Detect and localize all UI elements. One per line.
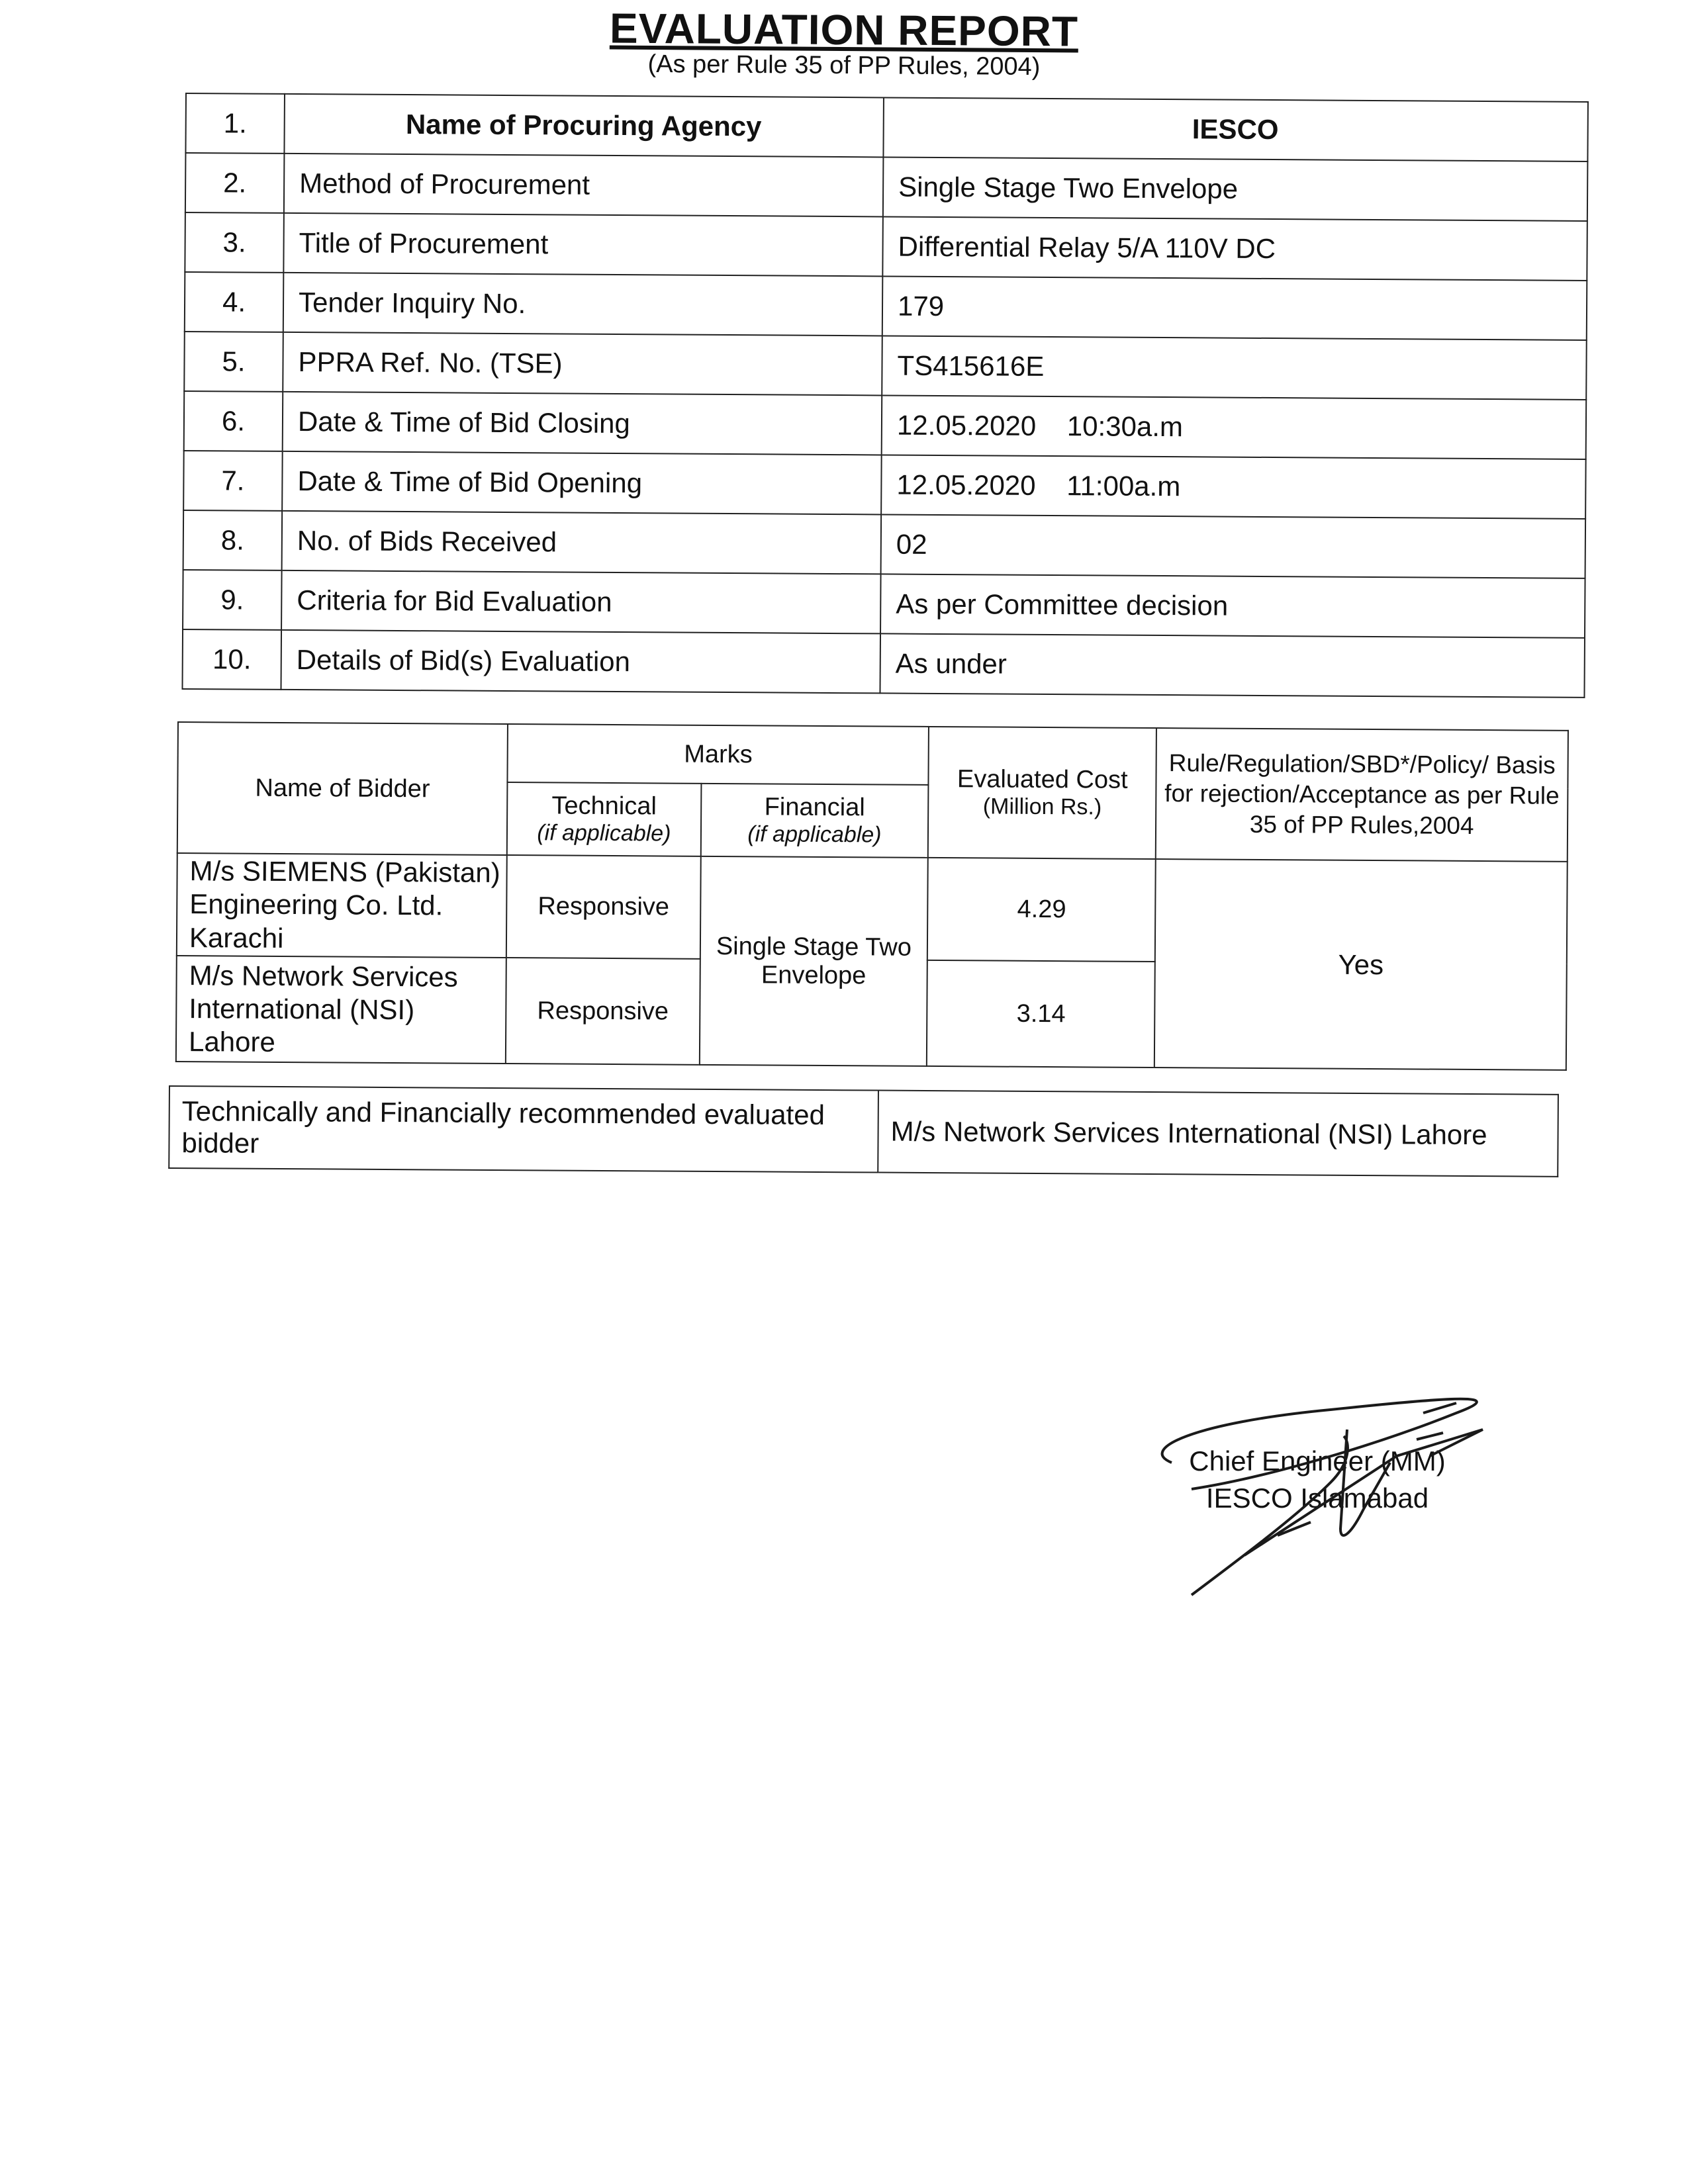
row-label: Criteria for Bid Evaluation [281, 570, 881, 634]
table-row [185, 212, 1587, 281]
row-label: Method of Procurement [284, 154, 884, 217]
signature-stroke [1417, 1433, 1443, 1439]
table-row [177, 853, 1568, 964]
procurement-details-table [181, 93, 1588, 698]
financial-column-header [700, 784, 928, 858]
row-value: As per Committee decision [880, 574, 1585, 637]
table-row [183, 451, 1586, 519]
signature-stroke [1244, 1430, 1483, 1555]
row-number: 7. [183, 451, 283, 511]
financial-status: Single Stage Two Envelope [699, 856, 928, 1066]
technical-column-header [507, 782, 701, 856]
row-value: Differential Relay 5/A 110V DC [882, 216, 1587, 280]
financial-header-note: (if applicable) [747, 821, 882, 848]
marks-column-header: Marks [508, 724, 929, 785]
row-value: 02 [881, 514, 1586, 578]
row-number: 5. [184, 332, 283, 392]
technical-status: Responsive [506, 855, 700, 959]
row-label: Date & Time of Bid Opening [282, 451, 882, 515]
row-number: 6. [184, 391, 283, 451]
signature-stroke [1423, 1403, 1456, 1413]
signatory-title: Chief Engineer (MM) [1189, 1445, 1446, 1477]
row-value: 12.05.2020 10:30a.m [882, 395, 1587, 459]
row-value: 12.05.2020 11:00a.m [881, 455, 1586, 518]
technical-header-label: Technical [551, 792, 657, 821]
rule-basis: Yes [1154, 859, 1568, 1070]
row-label: Title of Procurement [283, 213, 883, 277]
evaluated-cost: 4.29 [927, 858, 1156, 962]
row-value: As under [880, 633, 1585, 697]
row-value: 179 [882, 276, 1587, 340]
row-value: Single Stage Two Envelope [883, 157, 1588, 220]
row-number: 4. [185, 272, 284, 332]
row-value: TS415616E [882, 336, 1587, 399]
cost-header-unit: (Million Rs.) [982, 794, 1102, 820]
table-row [185, 153, 1588, 221]
row-label: Name of Procuring Agency [284, 94, 884, 158]
evaluated-cost: 3.14 [927, 960, 1155, 1068]
recommendation-label: Technically and Financially recommended evaluated bidder [169, 1086, 878, 1173]
row-label: PPRA Ref. No. (TSE) [283, 332, 882, 396]
handwritten-signature [1112, 1377, 1549, 1615]
bidder-column-header: Name of Bidder [177, 722, 508, 855]
signatory-office: IESCO Islamabad [1205, 1482, 1429, 1514]
report-title: EVALUATION REPORT [609, 4, 1079, 56]
bid-evaluation-table [175, 721, 1569, 1071]
cost-column-header [928, 727, 1156, 859]
row-label: Date & Time of Bid Closing [283, 392, 882, 455]
financial-header-label: Financial [764, 793, 865, 822]
row-value: IESCO [883, 97, 1588, 161]
recommended-bidder: M/s Network Services International (NSI) Lahore [878, 1091, 1558, 1177]
table-row [183, 510, 1586, 578]
cost-header-label: Evaluated Cost [957, 765, 1128, 794]
row-label: Details of Bid(s) Evaluation [281, 630, 880, 694]
row-number: 3. [185, 212, 284, 273]
row-label: No. of Bids Received [282, 511, 882, 574]
table-row [169, 1086, 1558, 1177]
table-row [184, 391, 1587, 459]
row-label: Tender Inquiry No. [283, 273, 883, 336]
report-subtitle: (As per Rule 35 of PP Rules, 2004) [647, 50, 1041, 81]
bidder-name: M/s SIEMENS (Pakistan) Engineering Co. Ltd. Karachi [177, 853, 507, 958]
row-number: 8. [183, 510, 283, 570]
table-row [184, 332, 1587, 400]
row-number: 1. [185, 93, 285, 154]
table-row [185, 272, 1587, 340]
row-number: 2. [185, 153, 285, 213]
row-number: 9. [183, 570, 282, 630]
table-header-row [177, 722, 1568, 789]
bidder-name: M/s Network Services International (NSI) Lahore [176, 956, 506, 1064]
technical-header-note: (if applicable) [537, 820, 671, 846]
table-row [185, 93, 1588, 161]
technical-status: Responsive [506, 958, 700, 1065]
table-row [183, 570, 1585, 638]
recommendation-table [168, 1085, 1559, 1177]
rule-column-header: Rule/Regulation/SBD*/Policy/ Basis for rejection/Acceptance as per Rule 35 of PP Rules,2004 [1156, 728, 1568, 862]
signature-stroke [1192, 1436, 1348, 1595]
table-row [182, 629, 1585, 698]
row-number: 10. [182, 629, 281, 690]
